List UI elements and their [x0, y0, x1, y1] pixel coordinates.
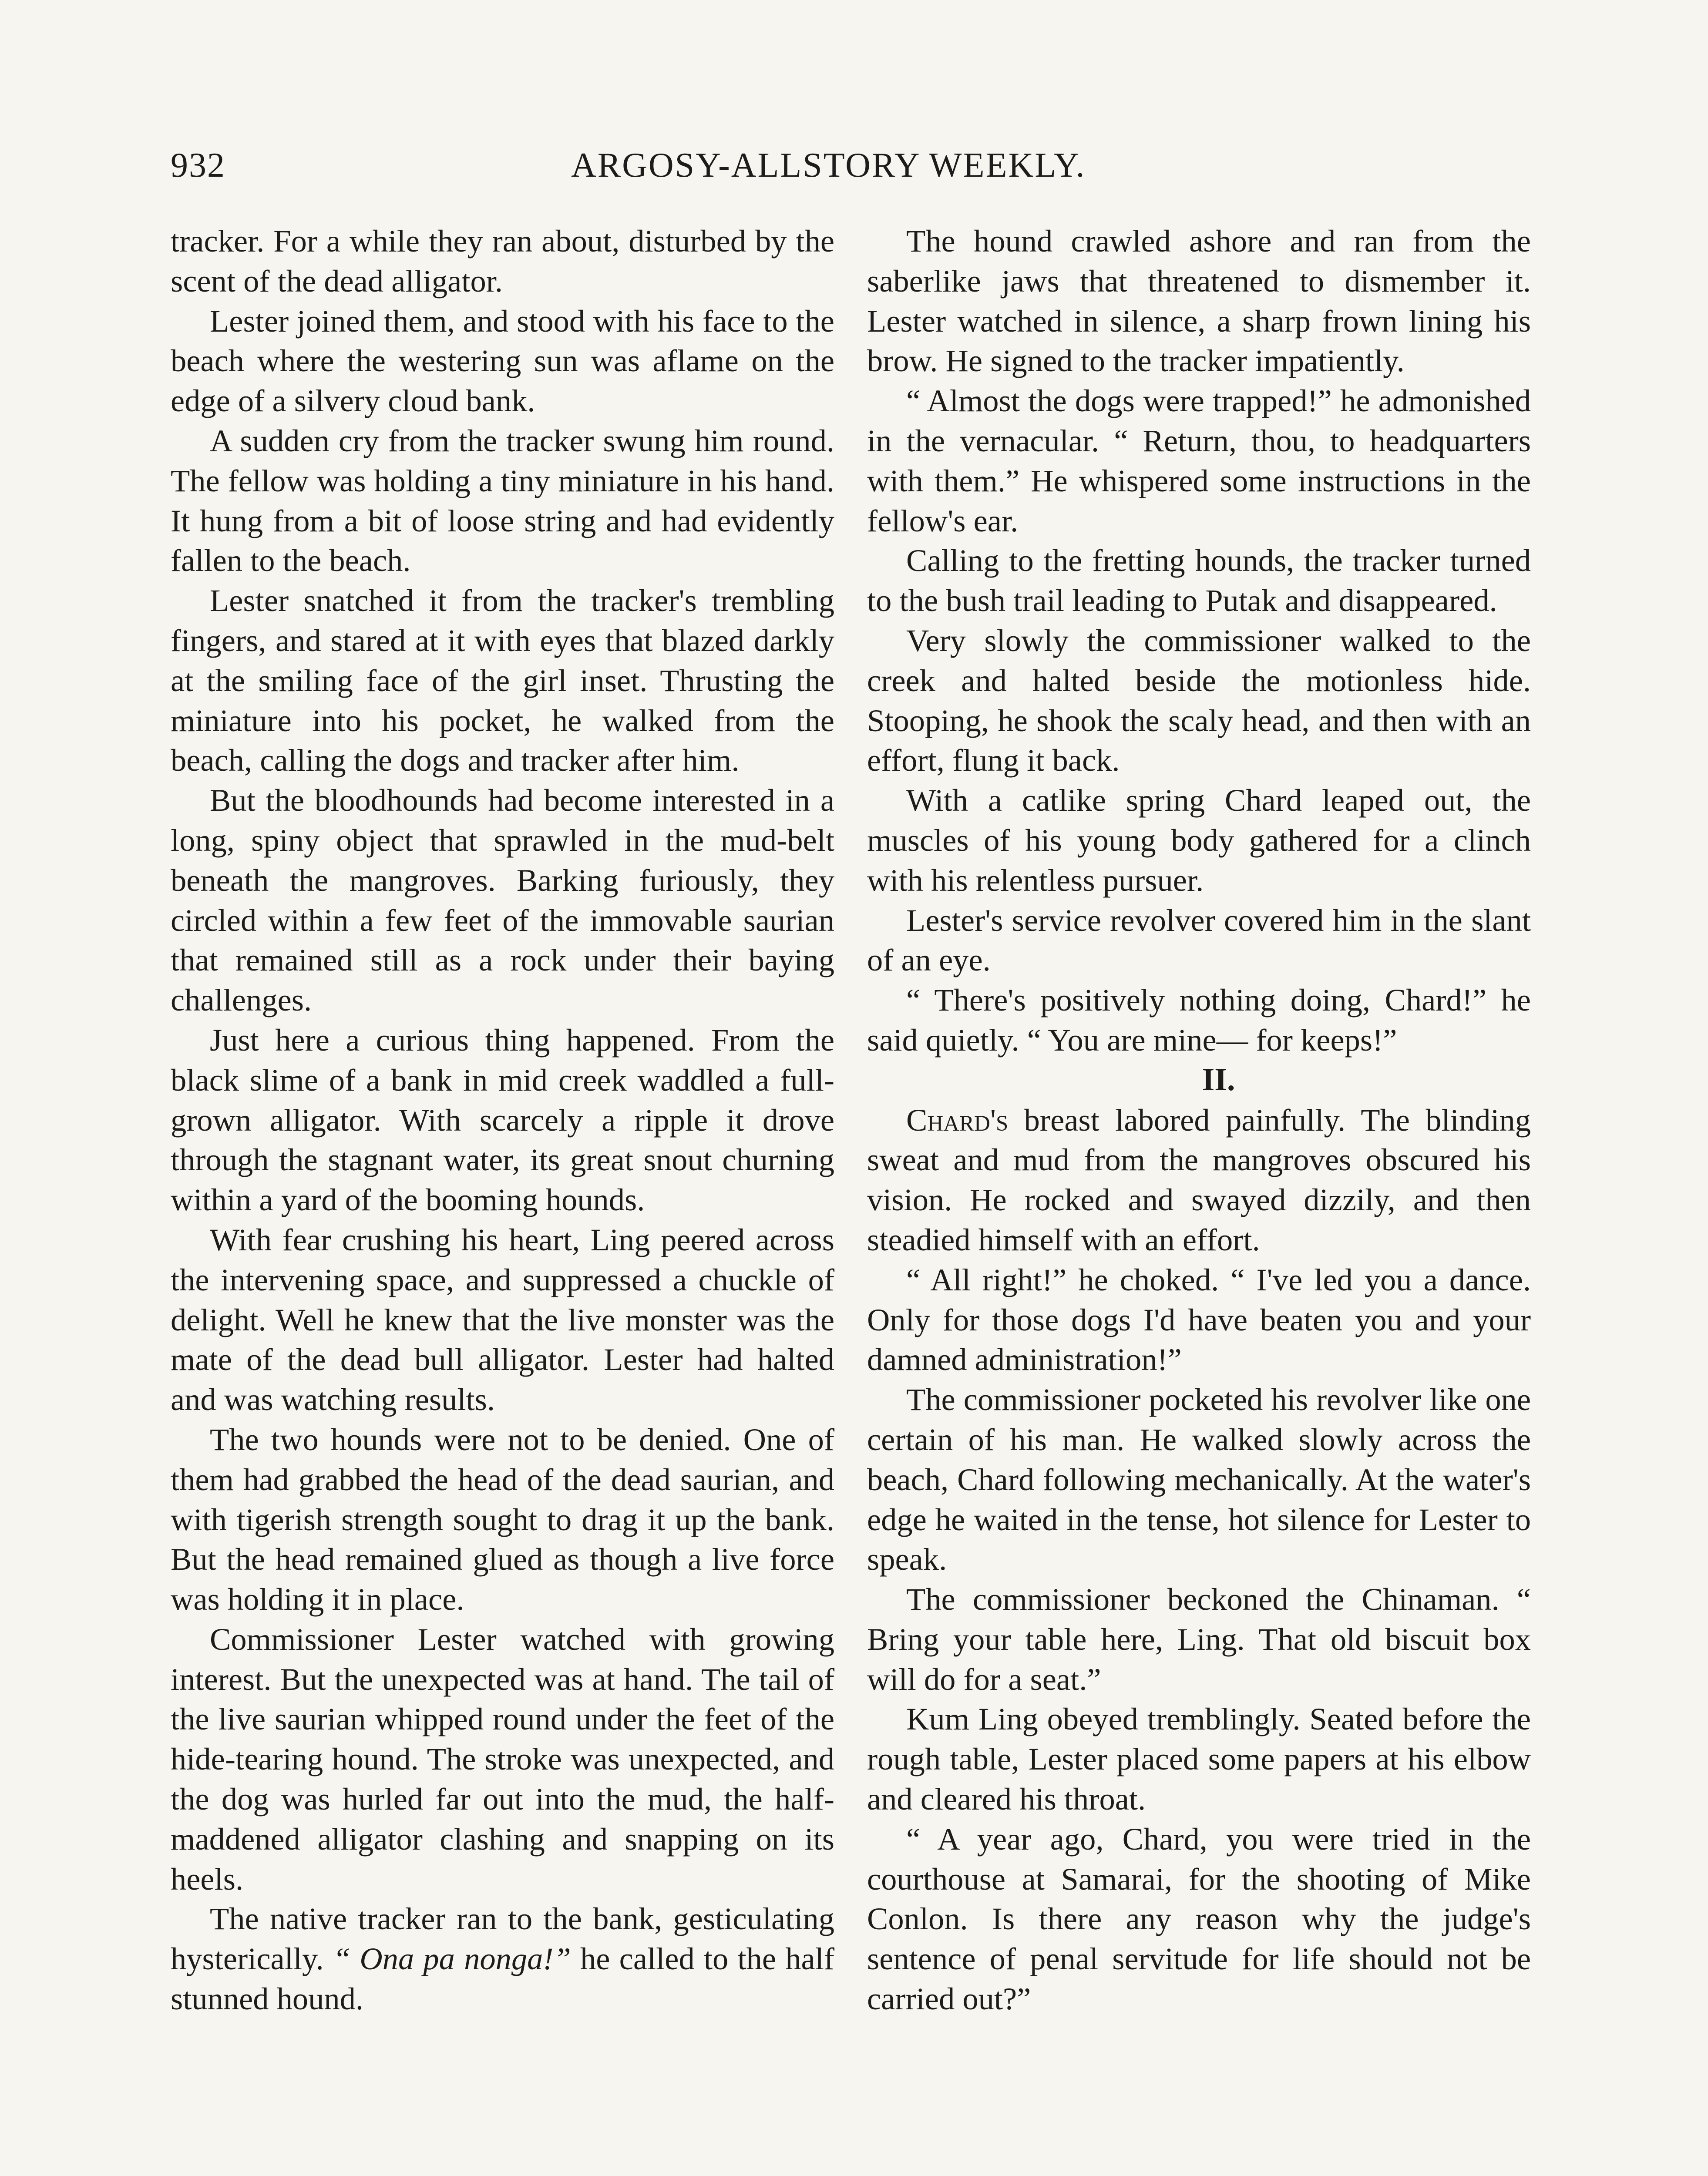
paragraph: Lester joined them, and stood with his face to the beach where the westering sun was aflame on the edge of a silvery cloud bank. — [171, 303, 834, 419]
paragraph: Lester snatched it from the tracker's trembling fingers, and stared at it with eyes that blazed darkly at the smiling face of the girl inset. Thrusting the miniature into his pocket, he walked from the beach, calling the dogs and tracker after him. — [171, 583, 834, 778]
right-column — [867, 221, 1531, 2019]
paragraph — [867, 1100, 1531, 1260]
paragraph: Just here a curious thing happened. From the black slime of a bank in mid creek waddled a full-grown alligator. With scarcely a ripple it drove through the stagnant water, its great snout churning within a yard of the booming hounds. — [171, 1022, 834, 1218]
paragraph: With fear crushing his heart, Ling peered across the intervening space, and suppressed a chuckle of delight. Well he knew that the live monster was the mate of the dead bull alligator. Lester had halted and was watching results. — [171, 1222, 834, 1417]
section-heading: II. — [1202, 1061, 1235, 1098]
paragraph: The commissioner beckoned the Chinaman. “ Bring your table here, Ling. That old biscuit box will do for a seat.” — [867, 1582, 1531, 1697]
paragraph: The commissioner pocketed his revolver like one certain of his man. He walked slowly across the beach, Chard following mechanically. At the water's edge he waited in the tense, hot silence for Lester to speak. — [867, 1382, 1531, 1577]
native-exclamation: “ Ona pa nonga!” — [333, 1941, 571, 1977]
paragraph: Lester's service revolver covered him in the slant of an eye. — [867, 902, 1531, 978]
smallcaps-lead: Chard's — [906, 1102, 1009, 1138]
paragraph-text: he called to the half stunned hound. — [171, 1941, 834, 2017]
paragraph: With a catlike spring Chard leaped out, the muscles of his young body gathered for a clinch with his relentless pursuer. — [867, 782, 1531, 898]
paragraph: “ Almost the dogs were trapped!” he admonished in the vernacular. “ Return, thou, to headquarters with them.” He whispered some instructions in the fellow's ear. — [867, 383, 1531, 538]
paragraph-text: breast labored painfully. The blinding sweat and mud from the mangroves obscured his vision. He rocked and swayed dizzily, and then steadied himself with an effort. — [867, 1102, 1531, 1257]
running-title: ARGOSY-ALLSTORY WEEKLY. — [571, 146, 1086, 185]
paragraph: “ A year ago, Chard, you were tried in the courthouse at Samarai, for the shooting of Mike Conlon. Is there any reason why the judge's sentence of penal servitude for life should not be carried out?” — [867, 1821, 1531, 2017]
paragraph: Kum Ling obeyed tremblingly. Seated before the rough table, Lester placed some papers at his elbow and cleared his throat. — [867, 1701, 1531, 1817]
left-column — [171, 221, 834, 2019]
paragraph: tracker. For a while they ran about, disturbed by the scent of the dead alligator. — [171, 223, 834, 299]
paragraph: The hound crawled ashore and ran from the saberlike jaws that threatened to dismember it. Lester watched in silence, a sharp frown lining his brow. He signed to the tracker impatiently. — [867, 223, 1531, 379]
paragraph: “ There's positively nothing doing, Chard!” he said quietly. “ You are mine— for keeps!” — [867, 982, 1531, 1058]
paragraph — [171, 1899, 834, 2018]
paragraph: Very slowly the commissioner walked to the creek and halted beside the motionless hide. Stooping, he shook the scaly head, and then with an effort, flung it back. — [867, 622, 1531, 778]
paragraph: But the bloodhounds had become interested in a long, spiny object that sprawled in the mud-belt beneath the mangroves. Barking furiously, they circled within a few feet of the immovable saurian that remained still as a rock under their baying challenges. — [171, 782, 834, 1018]
paragraph: “ All right!” he choked. “ I've led you a dance. Only for those dogs I'd have beaten you and your damned administration!” — [867, 1262, 1531, 1377]
paragraph-text: The native tracker ran to the bank, gesticulating hysterically. — [171, 1901, 834, 1977]
page-header — [171, 144, 1563, 191]
page-number: 932 — [171, 146, 225, 185]
paragraph: A sudden cry from the tracker swung him round. The fellow was holding a tiny miniature in his hand. It hung from a bit of loose string and had evidently fallen to the beach. — [171, 423, 834, 578]
paragraph: Commissioner Lester watched with growing interest. But the unexpected was at hand. The tail of the live saurian whipped round under the feet of the hide-tearing hound. The stroke was unexpected, and the dog was hurled far out into the mud, the half-maddened alligator clashing and snapping on its heels. — [171, 1621, 834, 1897]
paragraph: Calling to the fretting hounds, the tracker turned to the bush trail leading to Putak and disappeared. — [867, 543, 1531, 618]
paragraph: The two hounds were not to be denied. One of them had grabbed the head of the dead saurian, and with tigerish strength sought to drag it up the bank. But the head remained glued as though a live force was holding it in place. — [171, 1421, 834, 1617]
